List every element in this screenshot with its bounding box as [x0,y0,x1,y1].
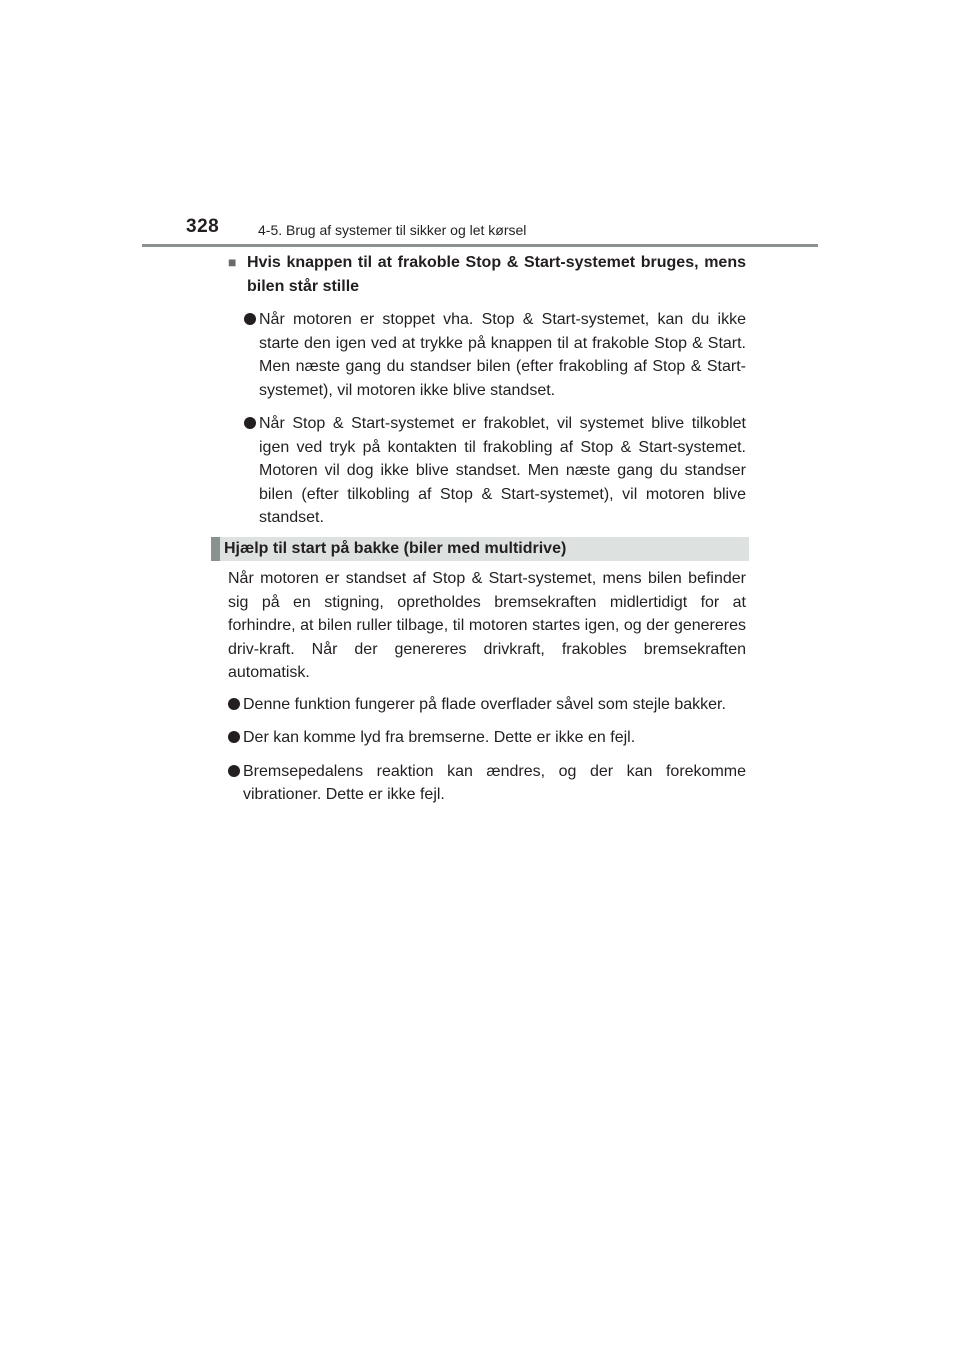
header-rule [142,244,818,247]
page-number: 328 [186,216,220,237]
square-bullet-icon: ■ [228,254,237,270]
list-item [228,693,746,717]
bullet-icon [244,308,259,325]
list-item [228,726,746,750]
subsection [228,251,746,540]
section-title-bar [211,537,749,561]
list-item-text: Der kan komme lyd fra bremserne. Dette er ikke en fejl. [243,729,636,746]
bullet-icon [228,760,243,777]
chapter-header: 4-5. Brug af systemer til sikker og let kørsel [258,222,527,238]
section-bar-accent [211,537,220,561]
section-body [228,567,746,817]
list-item [228,308,746,402]
section-paragraph: Når motoren er standset af Stop & Start-systemet, mens bilen befinder sig på en stigning, opretholdes bremsekraften midlertidigt for at forhindre, at bilen ruller tilbage, til motoren startes igen, og der genereres driv-kraft. Når der genereres drivkraft, frakobles bremsekraften automatisk. [228,570,746,681]
subsection-bullets [228,308,746,530]
bullet-icon [228,726,243,743]
subsection-heading-text: Hvis knappen til at frakoble Stop & Start-systemet bruges, mens bilen står stille [247,254,746,295]
list-item-text: Når Stop & Start-systemet er frakoblet, vil systemet blive tilkoblet igen ved tryk på kontakten til frakobling af Stop & Start-systemet. Motoren vil dog ikke blive standset. Men næste gang du standser bilen (efter tilkobling af Stop & Start-systemet), vil motoren blive standset. [259,415,746,526]
list-item-text: Når motoren er stoppet vha. Stop & Start-systemet, kan du ikke starte den igen ved at trykke på knappen til at frakoble Stop & Start. Men næste gang du standser bilen (efter frakobling af Stop & Start-systemet), vil motoren ikke blive standset. [259,311,746,399]
section-title: Hjælp til start på bakke (biler med multidrive) [224,540,567,557]
subsection-heading [228,251,746,298]
list-item [228,412,746,530]
bullet-icon [244,412,259,429]
bullet-icon [228,693,243,710]
list-item [228,760,746,807]
list-item-text: Denne funktion fungerer på flade overflader såvel som stejle bakker. [243,695,726,713]
list-item-text: Bremsepedalens reaktion kan ændres, og der kan forekomme vibrationer. Dette er ikke fejl. [243,762,746,803]
